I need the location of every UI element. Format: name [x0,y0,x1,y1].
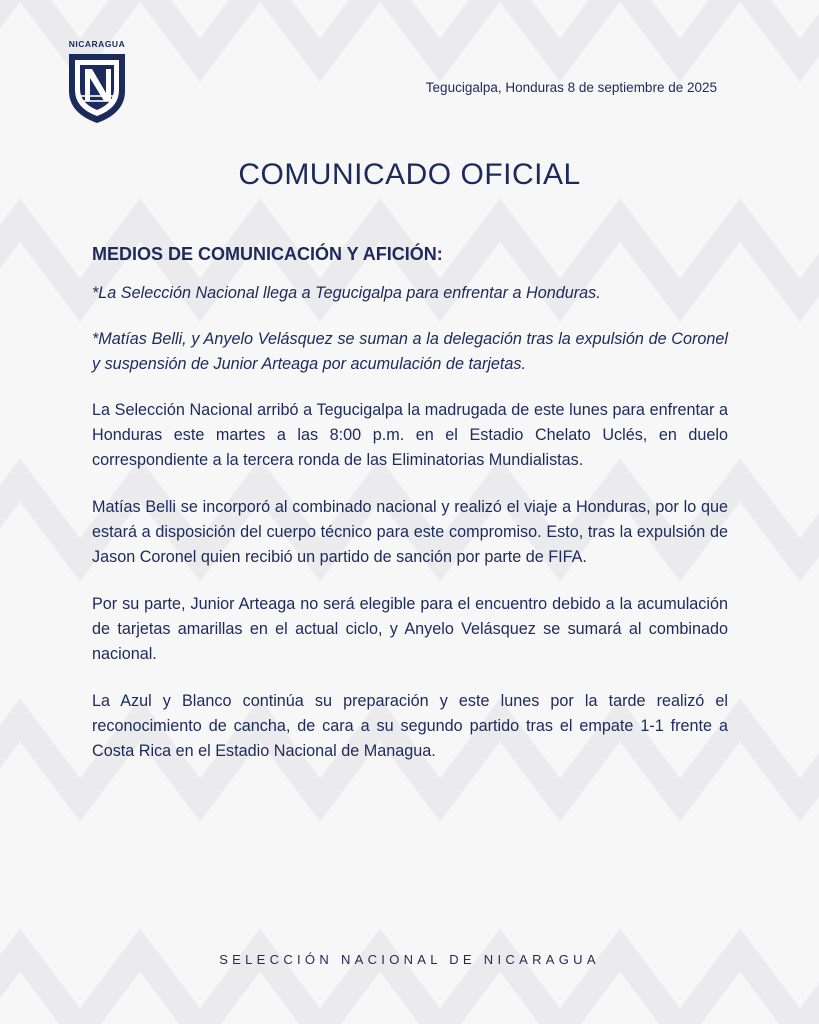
dateline: Tegucigalpa, Honduras 8 de septiembre de 2025 [425,80,717,95]
paragraph: Por su parte, Junior Arteaga no será elegible para el encuentro debido a la acumulación de tarjetas amarillas en el actual ciclo, y Anyelo Velásquez se sumará al combinado nacional. [92,595,728,663]
crest-icon [66,51,128,125]
paragraph: Matías Belli se incorporó al combinado nacional y realizó el viaje a Honduras, por lo que estará a disposición del cuerpo técnico para este compromiso. Esto, tras la expulsión de Jason Coronel quien recibió un partido de sanción por parte de FIFA. [92,498,728,566]
federation-logo [62,38,132,126]
highlight-bullet: *Matías Belli, y Anyelo Velásquez se suman a la delegación tras la expulsión de Coronel y suspensión de Junior Arteaga por acumulación de tarjetas. [92,330,728,373]
paragraph: La Selección Nacional arribó a Tegucigalpa la madrugada de este lunes para enfrentar a Honduras este martes a las 8:00 p.m. en el Estadio Chelato Uclés, en duelo correspondiente a la tercera ronda de las Eliminatorias Mundialistas. [92,401,728,469]
footer-signature: SELECCIÓN NACIONAL DE NICARAGUA [219,952,600,967]
page-title: COMUNICADO OFICIAL [238,158,581,191]
statement-body [92,244,728,786]
paragraph: La Azul y Blanco continúa su preparación y este lunes por la tarde realizó el reconocimiento de cancha, de cara a su segundo partido tras el empate 1-1 frente a Costa Rica en el Estadio Nacional de Managua. [92,692,728,760]
highlight-bullet: *La Selección Nacional llega a Tegucigalpa para enfrentar a Honduras. [92,284,601,302]
section-heading: MEDIOS DE COMUNICACIÓN Y AFICIÓN: [92,244,443,264]
logo-text: NICARAGUA [68,39,126,49]
